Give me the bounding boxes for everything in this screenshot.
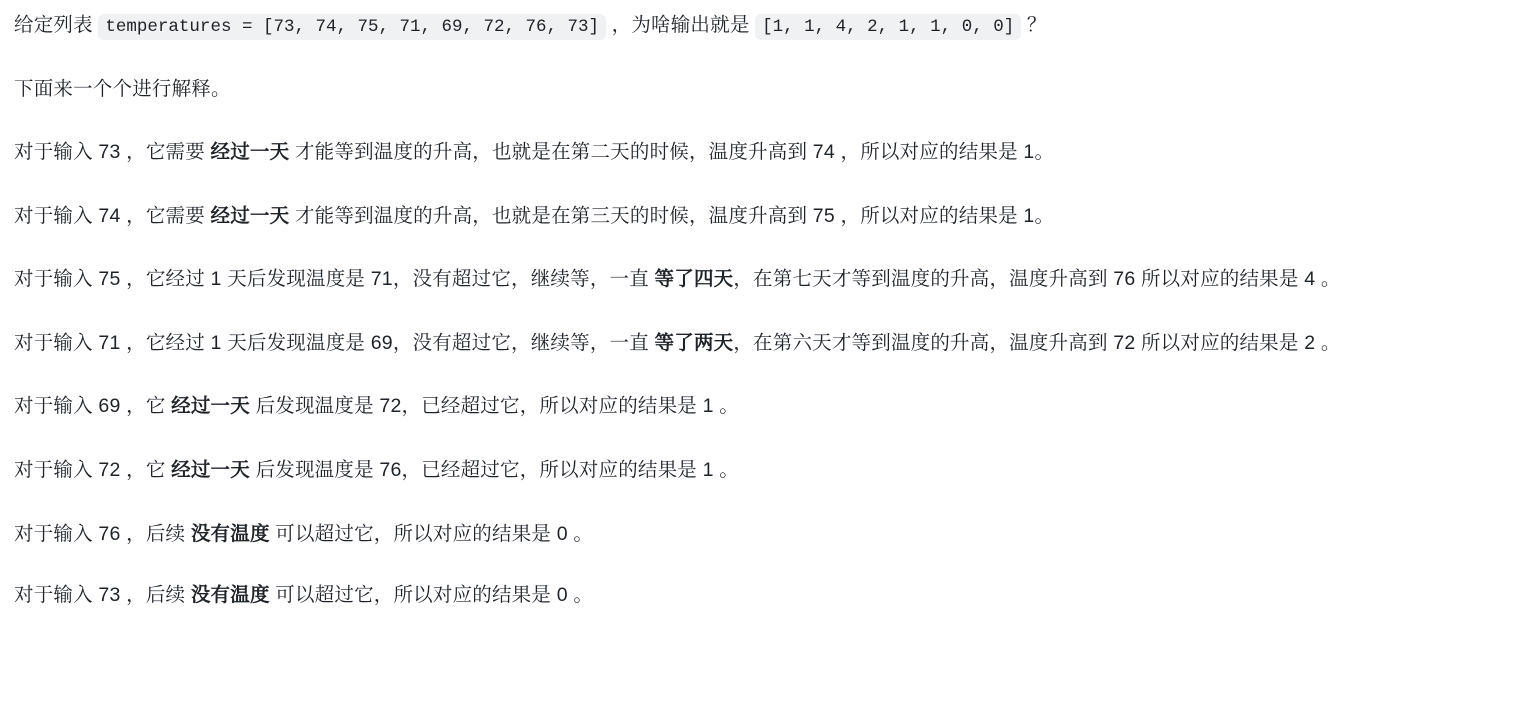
explanation-5-text-before: 对于输入 69 ，它 <box>14 395 172 418</box>
explanation-1-text-before: 对于输入 73 ，它需要 <box>14 141 211 164</box>
explanation-5-text-after: 后发现温度是 72，已经超过它，所以对应的结果是 1 。 <box>249 395 739 418</box>
explanation-8-text-before: 对于输入 73 ，后续 <box>14 584 191 607</box>
intro-prefix: 给定列表 <box>14 14 99 36</box>
intro-middle: ，为啥输出就是 <box>606 14 756 36</box>
explanation-7-text-after: 可以超过它，所以对应的结果是 0 。 <box>269 522 594 545</box>
explanation-3-text-before: 对于输入 75 ，它经过 1 天后发现温度是 71，没有超过它，继续等，一直 <box>14 268 655 291</box>
explanation-paragraph-5 <box>14 391 1500 423</box>
intro-suffix: ？ <box>1021 14 1047 36</box>
explanation-6-text-before: 对于输入 72 ，它 <box>14 459 172 482</box>
explanation-paragraph-4 <box>14 328 1500 360</box>
explanation-6-emphasis: 经过一天 <box>171 459 250 482</box>
explanation-4-text-before: 对于输入 71 ，它经过 1 天后发现温度是 69，没有超过它，继续等，一直 <box>14 331 655 354</box>
explanation-paragraph-2 <box>14 201 1500 233</box>
lead-paragraph: 下面来一个个进行解释。 <box>14 77 231 100</box>
explanation-4-text-after: ，在第六天才等到温度的升高，温度升高到 72 所以对应的结果是 2 。 <box>733 331 1341 354</box>
explanation-4-emphasis: 等了两天 <box>654 331 734 354</box>
explanation-5-emphasis: 经过一天 <box>171 395 250 418</box>
explanation-paragraph-1 <box>14 137 1500 169</box>
explanation-2-text-after: 才能等到温度的升高，也就是在第三天的时候，温度升高到 75 ，所以对应的结果是 1。 <box>289 204 1055 227</box>
explanation-1-text-after: 才能等到温度的升高，也就是在第二天的时候，温度升高到 74 ，所以对应的结果是 1。 <box>289 141 1055 164</box>
explanation-3-text-after: ，在第七天才等到温度的升高，温度升高到 76 所以对应的结果是 4 。 <box>733 268 1341 291</box>
explanation-2-text-before: 对于输入 74 ，它需要 <box>14 204 211 227</box>
input-list-code: temperatures = [73, 74, 75, 71, 69, 72, 76, 73] <box>98 14 606 40</box>
explanation-paragraph-6 <box>14 455 1500 487</box>
explanation-8-emphasis: 没有温度 <box>190 584 270 607</box>
explanation-7-text-before: 对于输入 76 ，后续 <box>14 522 191 545</box>
output-list-code: [1, 1, 4, 2, 1, 1, 0, 0] <box>755 14 1021 40</box>
intro-paragraph <box>14 10 1500 42</box>
explanation-7-emphasis: 没有温度 <box>190 522 270 545</box>
explanation-8-text-after: 可以超过它，所以对应的结果是 0 。 <box>269 584 594 607</box>
explanation-3-emphasis: 等了四天 <box>654 268 734 291</box>
explanation-paragraph-7 <box>14 519 1500 551</box>
explanation-paragraph-3 <box>14 264 1500 296</box>
explanation-paragraph-8 <box>14 580 1500 612</box>
explanation-2-emphasis: 经过一天 <box>210 204 290 227</box>
explanation-6-text-after: 后发现温度是 76，已经超过它，所以对应的结果是 1 。 <box>249 459 739 482</box>
explanation-1-emphasis: 经过一天 <box>210 141 290 164</box>
